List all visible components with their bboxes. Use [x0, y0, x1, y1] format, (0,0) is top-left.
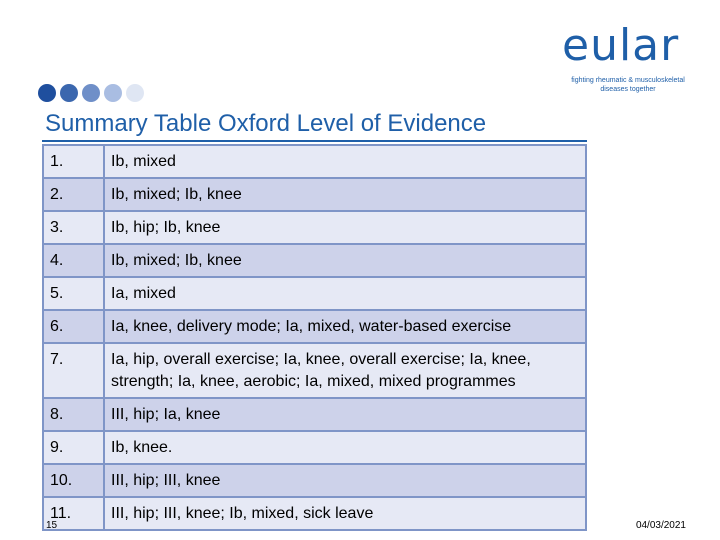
- row-evidence: Ib, mixed: [104, 145, 586, 178]
- table-row: [43, 244, 586, 277]
- row-evidence: Ia, mixed: [104, 277, 586, 310]
- logo-tagline: [562, 76, 694, 94]
- dot-4: [104, 84, 122, 102]
- table-row: [43, 398, 586, 431]
- slide-title: Summary Table Oxford Level of Evidence: [45, 110, 487, 137]
- dot-2: [60, 84, 78, 102]
- row-number: 2.: [43, 178, 104, 211]
- row-evidence: III, hip; III, knee; Ib, mixed, sick leave: [104, 497, 586, 530]
- row-evidence: III, hip; III, knee: [104, 464, 586, 497]
- decorative-dots: [38, 84, 144, 102]
- logo-tagline-line2: diseases together: [600, 86, 656, 93]
- table-row: [43, 343, 586, 398]
- footer-date: 04/03/2021: [635, 520, 686, 531]
- logo-tagline-line1: fighting rheumatic & musculoskeletal: [571, 77, 685, 84]
- row-evidence: Ib, mixed; Ib, knee: [104, 244, 586, 277]
- table-row: [43, 145, 586, 178]
- row-number: 3.: [43, 211, 104, 244]
- evidence-table: [42, 144, 587, 531]
- logo-wordmark: eular: [562, 20, 680, 71]
- table-row: [43, 211, 586, 244]
- row-number: 10.: [43, 464, 104, 497]
- evidence-table-body: [43, 145, 586, 530]
- row-number: 11.: [43, 497, 104, 530]
- row-number: 7.: [43, 343, 104, 398]
- eular-logo: [562, 22, 702, 94]
- row-number: 5.: [43, 277, 104, 310]
- title-divider: [42, 140, 587, 142]
- row-evidence: Ib, mixed; Ib, knee: [104, 178, 586, 211]
- row-number: 9.: [43, 431, 104, 464]
- table-row: [43, 310, 586, 343]
- dot-5: [126, 84, 144, 102]
- table-row: [43, 431, 586, 464]
- row-evidence: Ib, hip; Ib, knee: [104, 211, 586, 244]
- row-evidence: Ib, knee.: [104, 431, 586, 464]
- row-evidence: Ia, hip, overall exercise; Ia, knee, overall exercise; Ia, knee, strength; Ia, knee, aerobic; Ia, mixed, mixed programmes: [104, 343, 586, 398]
- dot-1: [38, 84, 56, 102]
- row-number: 1.: [43, 145, 104, 178]
- table-row: [43, 277, 586, 310]
- table-row: [43, 178, 586, 211]
- row-number: 6.: [43, 310, 104, 343]
- row-evidence: III, hip; Ia, knee: [104, 398, 586, 431]
- table-row: [43, 464, 586, 497]
- page-number: 15: [46, 520, 58, 531]
- row-number: 8.: [43, 398, 104, 431]
- row-number: 4.: [43, 244, 104, 277]
- table-row: [43, 497, 586, 530]
- dot-3: [82, 84, 100, 102]
- row-evidence: Ia, knee, delivery mode; Ia, mixed, water-based exercise: [104, 310, 586, 343]
